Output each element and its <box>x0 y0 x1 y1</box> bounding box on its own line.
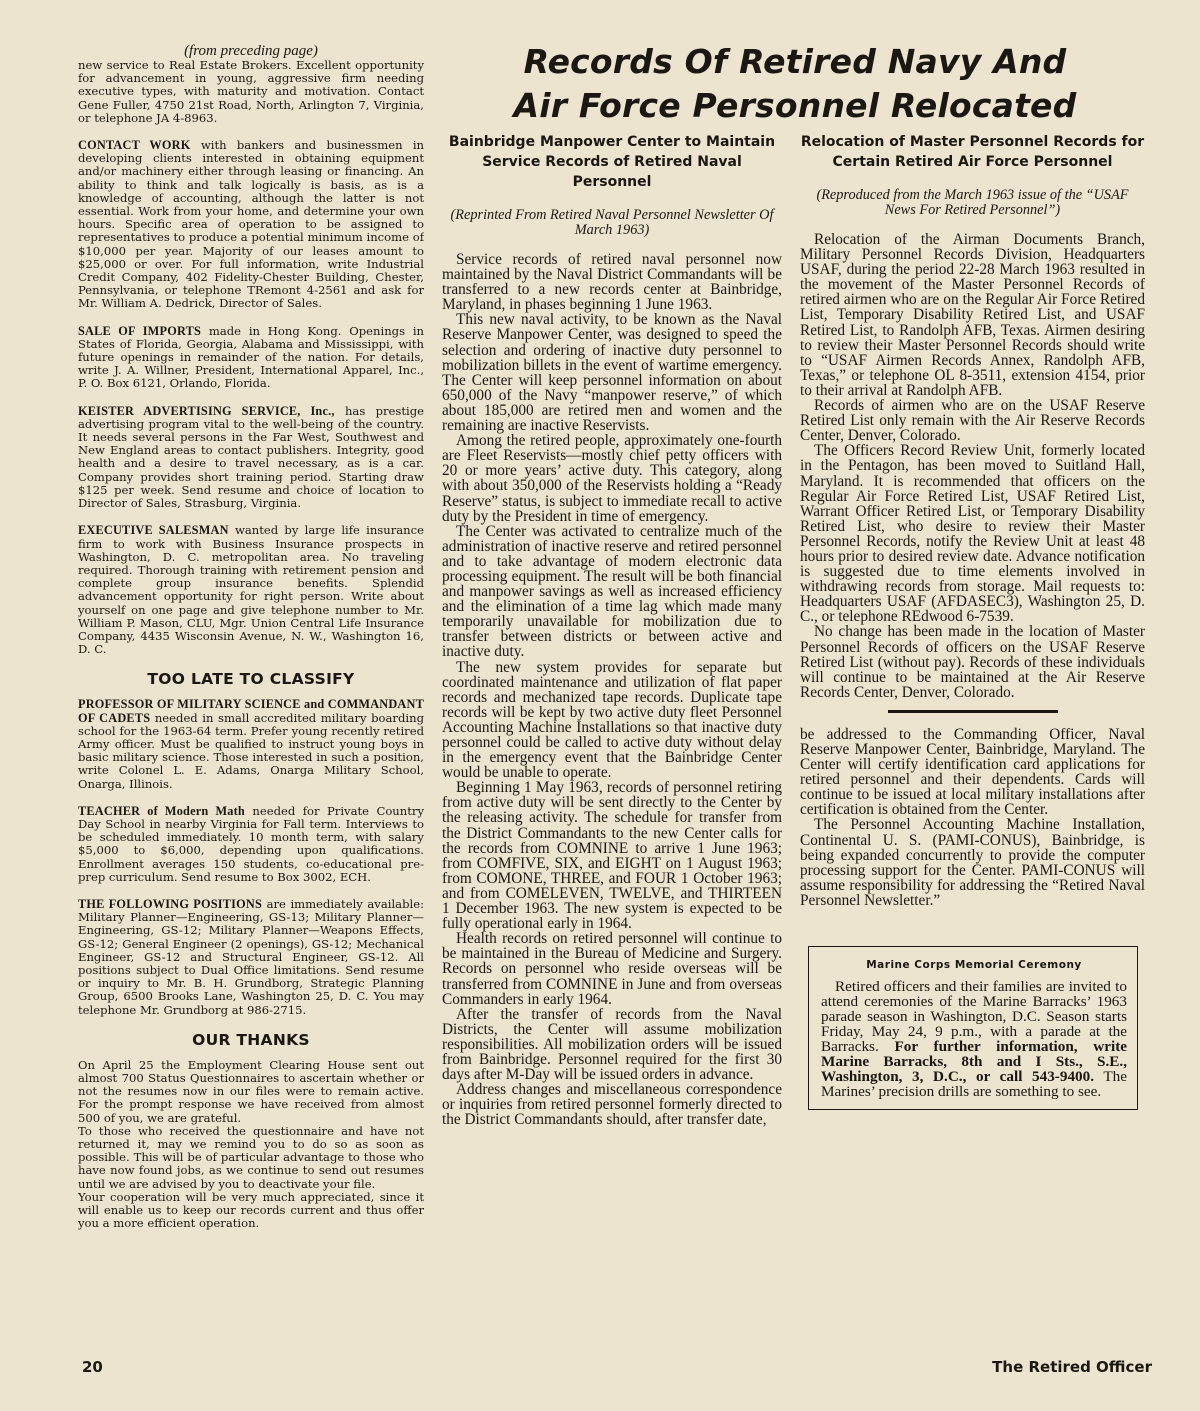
too-late-heading: TOO LATE TO CLASSIFY <box>147 670 355 689</box>
classified-column <box>78 44 424 1344</box>
air-force-article-title: Relocation of Master Personnel Records for Certain Retired Air Force Personnel <box>800 134 1145 170</box>
marine-box-text: Retired officers and their families are invited to attend ceremonies of the Marine Barracks’ 1963 parade season in Washington, D.C. Season starts Friday, May 24, 9 p.m., with a parade at the Barracks. For further information, write Marine Barracks, 8th and I Sts., S.E., Washington, 3, D.C., or call 543-9400. The Marines’ precision drills are something to see. <box>821 978 1127 1101</box>
classified-ad: SALE OF IMPORTS made in Hong Kong. Openings in States of Florida, Georgia, Alabama and Mississippi, with future openings in remainder of the nation. For details, write J. A. Willner, President, International Apparel, Inc., P. O. Box 6121, Orlando, Florida. <box>78 323 424 391</box>
article-paragraph: Relocation of the Airman Documents Branch, Military Personnel Records Division, Headquarters USAF, during the period 22-28 March 1963 resulted in the movement of the Master Personnel Records of retired airmen who are on the Regular Air Force Retired List, Temporary Disability Retired List, and USAF Retired List, to Randolph AFB, Texas. Airmen desiring to review their Master Personnel Records should write to “USAF Airmen Records Annex, Randolph AFB, Texas,” or telephone OL 8-3511, extension 4154, prior to their arrival at Randolph AFB. <box>800 231 1145 399</box>
classified-ad: KEISTER ADVERTISING SERVICE, Inc., has prestige advertising program vital to the well-being of the country. It needs several persons in the Far West, Southwest and New England areas to contact publishers. Integrity, good health and a desire to travel necessary, as is a car. Company provides short training period. Starting draw $125 per week. Send resume and choice of location to Director of Sales, Strasburg, Virginia. <box>78 403 424 511</box>
marine-memorial-box <box>808 946 1138 1110</box>
article-paragraph: The Personnel Accounting Machine Installation, Continental U. S. (PAMI-CONUS), Bainbridge, is being expanded concurrently to provide the computer processing support for the Center. PAMI-CONUS will assume responsibility for addressing the “Retired Naval Personnel Newsletter.” <box>800 816 1145 909</box>
continued-ad <box>78 44 424 125</box>
navy-article-continued <box>800 727 1145 908</box>
publication-name: The Retired Officer <box>992 1358 1152 1376</box>
article-paragraph: be addressed to the Commanding Officer, Naval Reserve Manpower Center, Bainbridge, Maryland. The Center will certify identification card applications for retired personnel and their dependents. Cards will continue to be issued at local military installations after certification is obtained from the Center. <box>800 725 1145 819</box>
from-preceding-label: (from preceding page) <box>184 44 318 59</box>
air-force-article-source: (Reproduced from the March 1963 issue of the “USAF News For Retired Personnel”) <box>816 187 1129 218</box>
navy-article-source: (Reprinted From Retired Naval Personnel Newsletter Of March 1963) <box>450 207 774 238</box>
article-paragraph: No change has been made in the location of Master Personnel Records of officers on the USAF Reserve Retired List (without pay). Records of these individuals will continue to be maintained at the Air Reserve Records Center, Denver, Colorado. <box>800 623 1145 701</box>
section-divider <box>888 710 1058 713</box>
navy-article-body <box>442 252 782 1127</box>
article-paragraph: After the transfer of records from the Naval Districts, the Center will assume mobilization responsibilities. All mobilization orders will be issued from Bainbridge. Personnel required for the first 30 days after M-Day will be issued orders in advance. <box>442 1005 782 1084</box>
air-force-article <box>800 132 1145 1347</box>
article-paragraph: The Center was activated to centralize much of the administration of inactive reserve and retired personnel and to take advantage of modern electronic data processing equipment. The result will be both financial and manpower savings as well as increased efficiency and the elimination of a time lag which made many temporarily unavailable for mobilization due to transfer between districts or between active and inactive duty. <box>442 522 782 661</box>
thanks-paragraph: On April 25 the Employment Clearing House sent out almost 700 Status Questionnaires to ascertain whether or not the resumes now in our files were to remain active. For the prompt response we have received from almost 500 of you, we are grateful. <box>78 1057 424 1125</box>
headline-line-1: Records Of Retired Navy And <box>523 42 1067 81</box>
article-paragraph: Among the retired people, approximately one-fourth are Fleet Reservists—mostly chief petty officers with 20 or more years’ active duty. This category, along with about 350,000 of the Reservists holding a “Ready Reserve” status, is subject to immediate recall to active duty by the President in time of emergency. <box>442 432 782 525</box>
air-force-article-body <box>800 232 1145 700</box>
article-paragraph: Beginning 1 May 1963, records of personnel retiring from active duty will be sent directly to the Center by the releasing activity. The schedule for transfer from the District Commandants to the new Center calls for the records from COMNINE to arrive 1 June 1963; from COMFIVE, SIX, and EIGHT on 1 August 1963; from COMONE, THREE, and FOUR 1 October 1963; and from COMELEVEN, TWELVE, and THIRTEEN 1 December 1963. The new system is expected to be fully operational early in 1964. <box>442 779 782 933</box>
marine-box-title: Marine Corps Memorial Ceremony <box>866 959 1082 972</box>
navy-article <box>442 132 782 1347</box>
article-paragraph: Health records on retired personnel will continue to be maintained in the Bureau of Medicine and Surgery. Records on personnel who reside overseas will be transferred from COMNINE in June and from overseas Commanders in early 1964. <box>442 930 782 1008</box>
article-paragraph: Records of airmen who are on the USAF Reserve Retired List only remain with the Air Reserve Records Center, Denver, Colorado. <box>800 397 1145 445</box>
classified-ad: TEACHER of Modern Math needed for Private Country Day School in nearby Virginia for Fall term. Interviews to be scheduled immediately. 10 month term, with salary $5,000 to $6,000, depending upon qualifications. Enrollment averages 150 students, co-educational pre-prep curriculum. Send resume to Box 3002, ECH. <box>78 803 424 884</box>
navy-article-title: Bainbridge Manpower Center to Maintain Service Records of Retired Naval Personnel <box>448 134 776 190</box>
marine-box-contact: For further information, write Marine Barracks, 8th and I Sts., S.E., Washington, 3, D.C., or call 543-9400. <box>821 1038 1127 1086</box>
thanks-heading: OUR THANKS <box>192 1030 310 1049</box>
article-paragraph: Address changes and miscellaneous correspondence or inquiries from retired personnel formerly directed to the District Commandants should, after transfer date, <box>442 1081 782 1129</box>
continued-ad-text: new service to Real Estate Brokers. Excellent opportunity for advancement in young, aggressive firm needing executive types, with maturity and motivation. Contact Gene Fuller, 4750 21st Road, North, Arlington 7, Virginia, or telephone JA 4-8963. <box>78 58 424 125</box>
headline-line-2: Air Force Personnel Relocated <box>513 86 1077 125</box>
classified-ad: THE FOLLOWING POSITIONS are immediately available: Military Planner—Engineering, GS-13; Military Planner—Engineering, GS-12; Military Planner—Weapons Effects, GS-12; General Engineer (2 openings), GS-12; Mechanical Engineer, GS-12 and Structural Engineer, GS-12. All positions subject to Dual Office limitations. Send resume or inquiry to Mr. B. H. Grundborg, Strategic Planning Group, 6500 Brooks Lane, Washington 25, D. C. You may telephone Mr. Grundborg at 986-2715. <box>78 896 424 1017</box>
classified-ad: EXECUTIVE SALESMAN wanted by large life insurance firm to work with Business Insurance prospects in Washington, D. C. metropolitan area. No traveling required. Thorough training with retirement pension and complete group insurance benefits. Splendid advancement opportunity for right person. Write about yourself on one page and give telephone number to Mr. William P. Mason, CLU, Mgr. Union Central Life Insurance Company, 4435 Wisconsin Avenue, N. W., Washington 16, D. C. <box>78 523 424 657</box>
article-paragraph: This new naval activity, to be known as the Naval Reserve Manpower Center, was designed to speed the selection and ordering of inactive duty personnel to mobilization billets in the event of wartime emergency. The Center will keep personnel information on about 650,000 of the Navy “manpower reserve,” of which about 185,000 are retired men and women and the remaining are inactive Reservists. <box>442 311 782 435</box>
article-paragraph: The Officers Record Review Unit, formerly located in the Pentagon, has been moved to Suitland Hall, Maryland. It is recommended that officers on the Regular Air Force Retired List, USAF Retired List, Warrant Officer Retired List, or Temporary Disability Retired List, who desire to review their Master Personnel Records, notify the Review Unit at least 48 hours prior to desired review date. Advance notification is suggested due to time elements involved in withdrawing records from storage. Mail requests to: Headquarters USAF (AFDASEC3), Washington 25, D. C., or telephone REdwood 6-7539. <box>800 442 1145 626</box>
classified-ad: CONTACT WORK with bankers and businessmen in developing clients interested in obtaining equipment and/or machinery either through leasing or financing. An ability to think and talk logically is basis, as is a knowledge of accounting, although the latter is not essential. Work from your home, and determine your own hours. Specific area of operation to be assigned to representatives to produce a potential minimum income of $10,000 per year. Majority of our leases amount to $25,000 or over. For full information, write Industrial Credit Company, 402 Fidelity-Chester Building, Chester, Pennsylvania, or telephone TRemont 4-2561 and ask for Mr. William A. Dedrick, Director of Sales. <box>78 138 424 311</box>
page-headline <box>440 40 1150 128</box>
article-paragraph: Service records of retired naval personnel now maintained by the Naval District Commandants will be transferred to a new records center at Bainbridge, Maryland, in phases beginning 1 June 1963. <box>442 251 782 314</box>
page-number: 20 <box>82 1358 103 1376</box>
classified-ad: PROFESSOR OF MILITARY SCIENCE and COMMANDANT OF CADETS needed in small accredited military boarding school for the 1963-64 term. Prefer young recently retired Army officer. Must be qualified to instruct young boys in basic military science. Those interested in such a position, write Colonel L. E. Adams, Onarga Military School, Onarga, Illinois. <box>78 697 424 791</box>
thanks-paragraph: To those who received the questionnaire and have not returned it, may we remind you to do so as soon as possible. This will be of particular advantage to those who have now found jobs, as we continue to send out resumes until we are advised by you to deactivate your file. <box>78 1123 424 1191</box>
thanks-paragraph: Your cooperation will be very much appreciated, since it will enable us to keep our records current and thus offer you a more efficient operation. <box>78 1189 424 1231</box>
article-paragraph: The new system provides for separate but coordinated maintenance and utilization of flat paper records and mechanized tape records. Duplicate tape records will be kept by two active duty fleet Personnel Accounting Machine Installations so that inactive duty personnel could be called to active duty without delay in the emergency event that the Bainbridge Center would be unable to operate. <box>442 658 782 782</box>
